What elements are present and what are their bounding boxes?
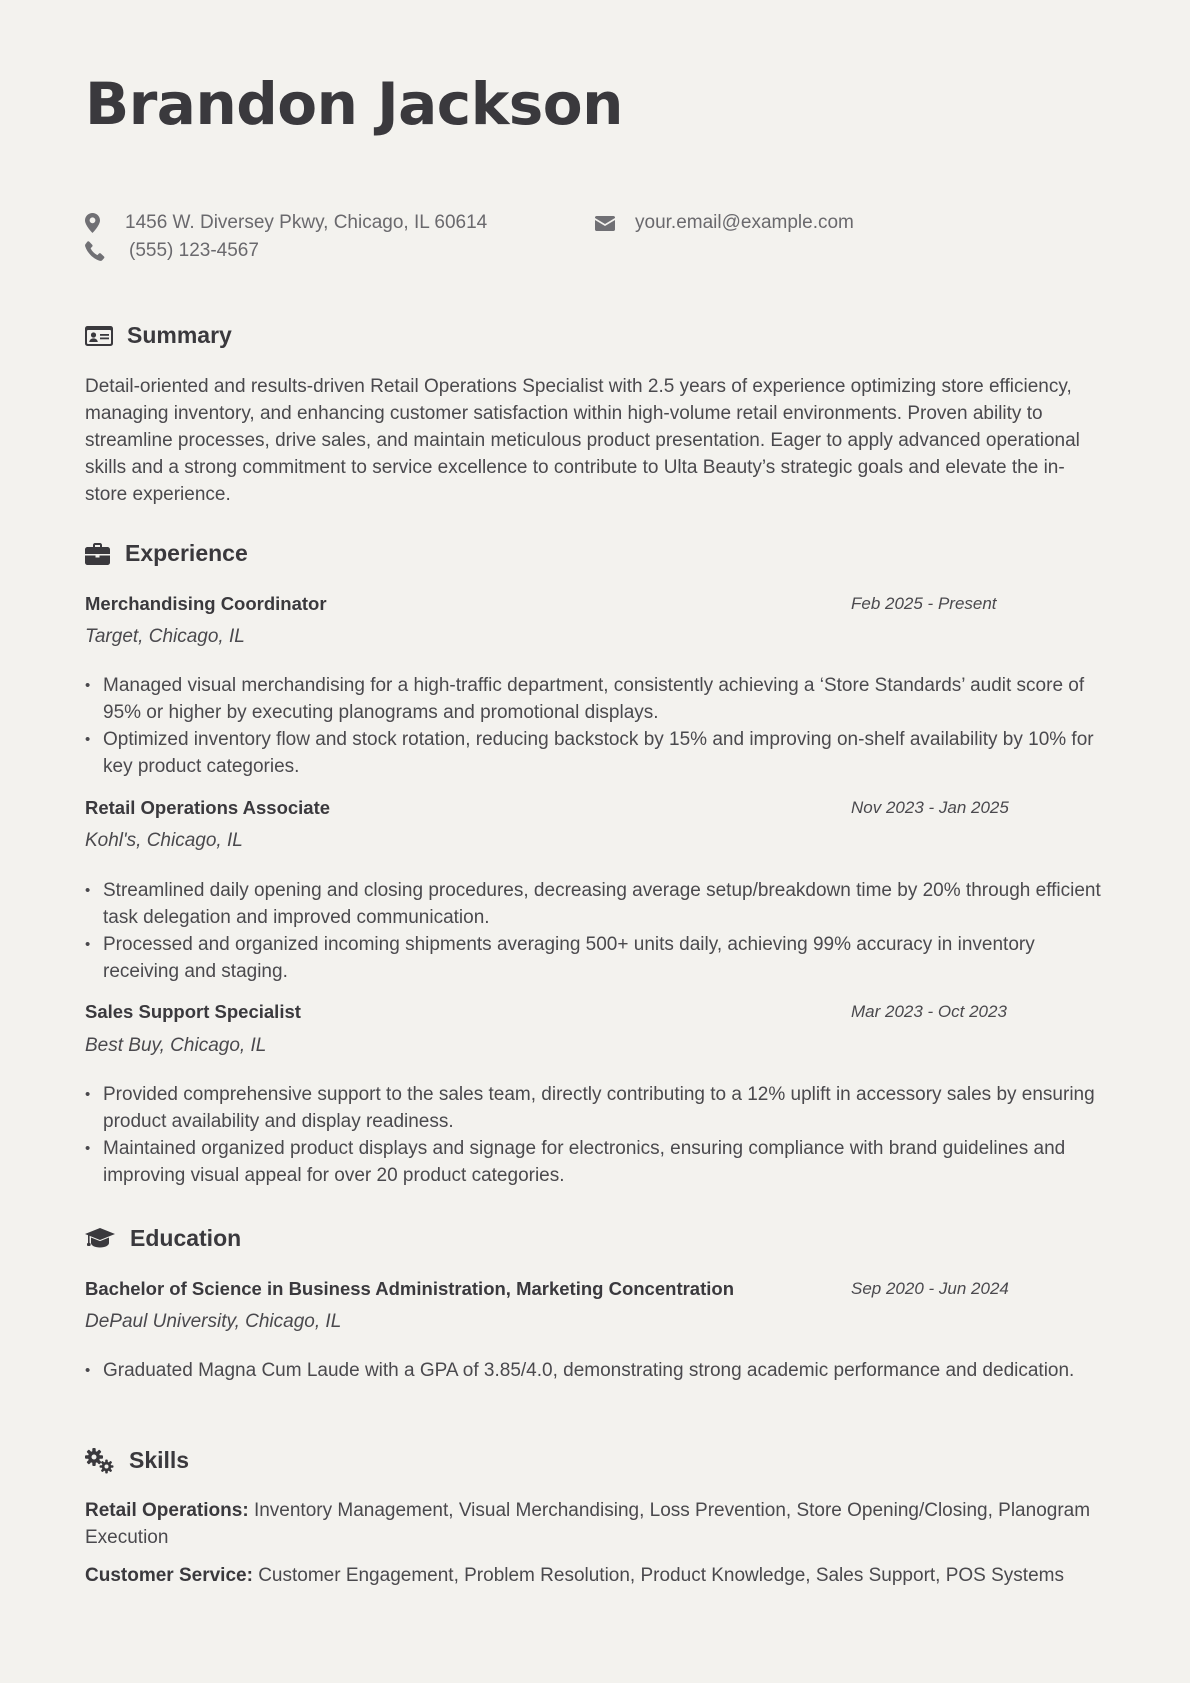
job-org: Best Buy, Chicago, IL <box>85 1035 267 1056</box>
job-bullets <box>85 877 1105 985</box>
education-heading: Education <box>85 1225 241 1252</box>
list-item: • Processed and organized incoming shipments averaging 500+ units daily, achieving 99% accuracy in inventory receiving and staging. <box>85 931 1105 985</box>
list-item: • Graduated Magna Cum Laude with a GPA of 3.85/4.0, demonstrating strong academic performance and dedication. <box>85 1357 1105 1384</box>
address-text: 1456 W. Diversey Pkwy, Chicago, IL 60614 <box>125 212 488 233</box>
job-dates: Mar 2023 - Oct 2023 <box>851 1002 1007 1021</box>
contact-phone <box>85 240 259 262</box>
list-item: • Managed visual merchandising for a high-traffic department, consistently achieving a ‘Store Standards’ audit score of 95% or higher by executing planograms and promotional displays. <box>85 672 1105 726</box>
job-dates: Nov 2023 - Jan 2025 <box>851 798 1009 817</box>
email-link[interactable]: your.email@example.com <box>635 212 854 233</box>
graduation-cap-icon <box>85 1228 115 1250</box>
degree-title: Bachelor of Science in Business Administration, Marketing Concentration <box>85 1278 734 1299</box>
job-org: Target, Chicago, IL <box>85 626 245 647</box>
candidate-name: Brandon Jackson <box>85 70 623 138</box>
phone-text: (555) 123-4567 <box>129 240 259 261</box>
gears-icon <box>85 1448 115 1474</box>
skill-row <box>85 1562 1105 1589</box>
education-org: DePaul University, Chicago, IL <box>85 1311 342 1332</box>
contact-email <box>595 212 854 234</box>
phone-icon <box>85 241 107 261</box>
job-title: Retail Operations Associate <box>85 797 331 818</box>
skill-label: Retail Operations: <box>85 1500 249 1521</box>
envelope-icon <box>595 216 617 231</box>
skill-value: Customer Engagement, Problem Resolution, Product Knowledge, Sales Support, POS Systems <box>258 1565 1064 1586</box>
skill-label: Customer Service: <box>85 1565 253 1586</box>
job-bullets <box>85 1081 1105 1189</box>
list-item: • Streamlined daily opening and closing procedures, decreasing average setup/breakdown time by 20% through efficient task delegation and improved communication. <box>85 877 1105 931</box>
id-card-icon <box>85 326 113 346</box>
job-dates: Feb 2025 - Present <box>851 594 997 613</box>
list-item: • Optimized inventory flow and stock rotation, reducing backstock by 15% and improving on-shelf availability by 10% for key product categories. <box>85 726 1105 780</box>
skills-heading: Skills <box>85 1447 189 1474</box>
summary-text: Detail-oriented and results-driven Retail Operations Specialist with 2.5 years of experience optimizing store efficiency, managing inventory, and enhancing customer satisfaction within high-volume retail environments. Proven ability to streamline processes, drive sales, and maintain meticulous product presentation. Eager to apply advanced operational skills and a strong commitment to service excellence to contribute to Ulta Beauty’s strategic goals and elevate the in-store experience. <box>85 376 1080 505</box>
skill-value: Inventory Management, Visual Merchandising, Loss Prevention, Store Opening/Closing, Planogram Execution <box>85 1500 1091 1548</box>
job-title: Sales Support Specialist <box>85 1001 301 1022</box>
job-org: Kohl's, Chicago, IL <box>85 830 243 851</box>
experience-heading: Experience <box>85 540 248 567</box>
summary-heading: Summary <box>85 322 232 349</box>
map-pin-icon <box>85 213 107 233</box>
education-dates: Sep 2020 - Jun 2024 <box>851 1279 1009 1298</box>
contact-address <box>85 212 487 234</box>
list-item: • Maintained organized product displays and signage for electronics, ensuring compliance with brand guidelines and improving visual appeal for over 20 product categories. <box>85 1135 1105 1189</box>
job-title: Merchandising Coordinator <box>85 593 327 614</box>
briefcase-icon <box>85 543 111 565</box>
list-item: • Provided comprehensive support to the sales team, directly contributing to a 12% uplift in accessory sales by ensuring product availability and display readiness. <box>85 1081 1105 1135</box>
skill-row <box>85 1497 1105 1551</box>
education-bullets <box>85 1357 1105 1384</box>
job-bullets <box>85 672 1105 780</box>
